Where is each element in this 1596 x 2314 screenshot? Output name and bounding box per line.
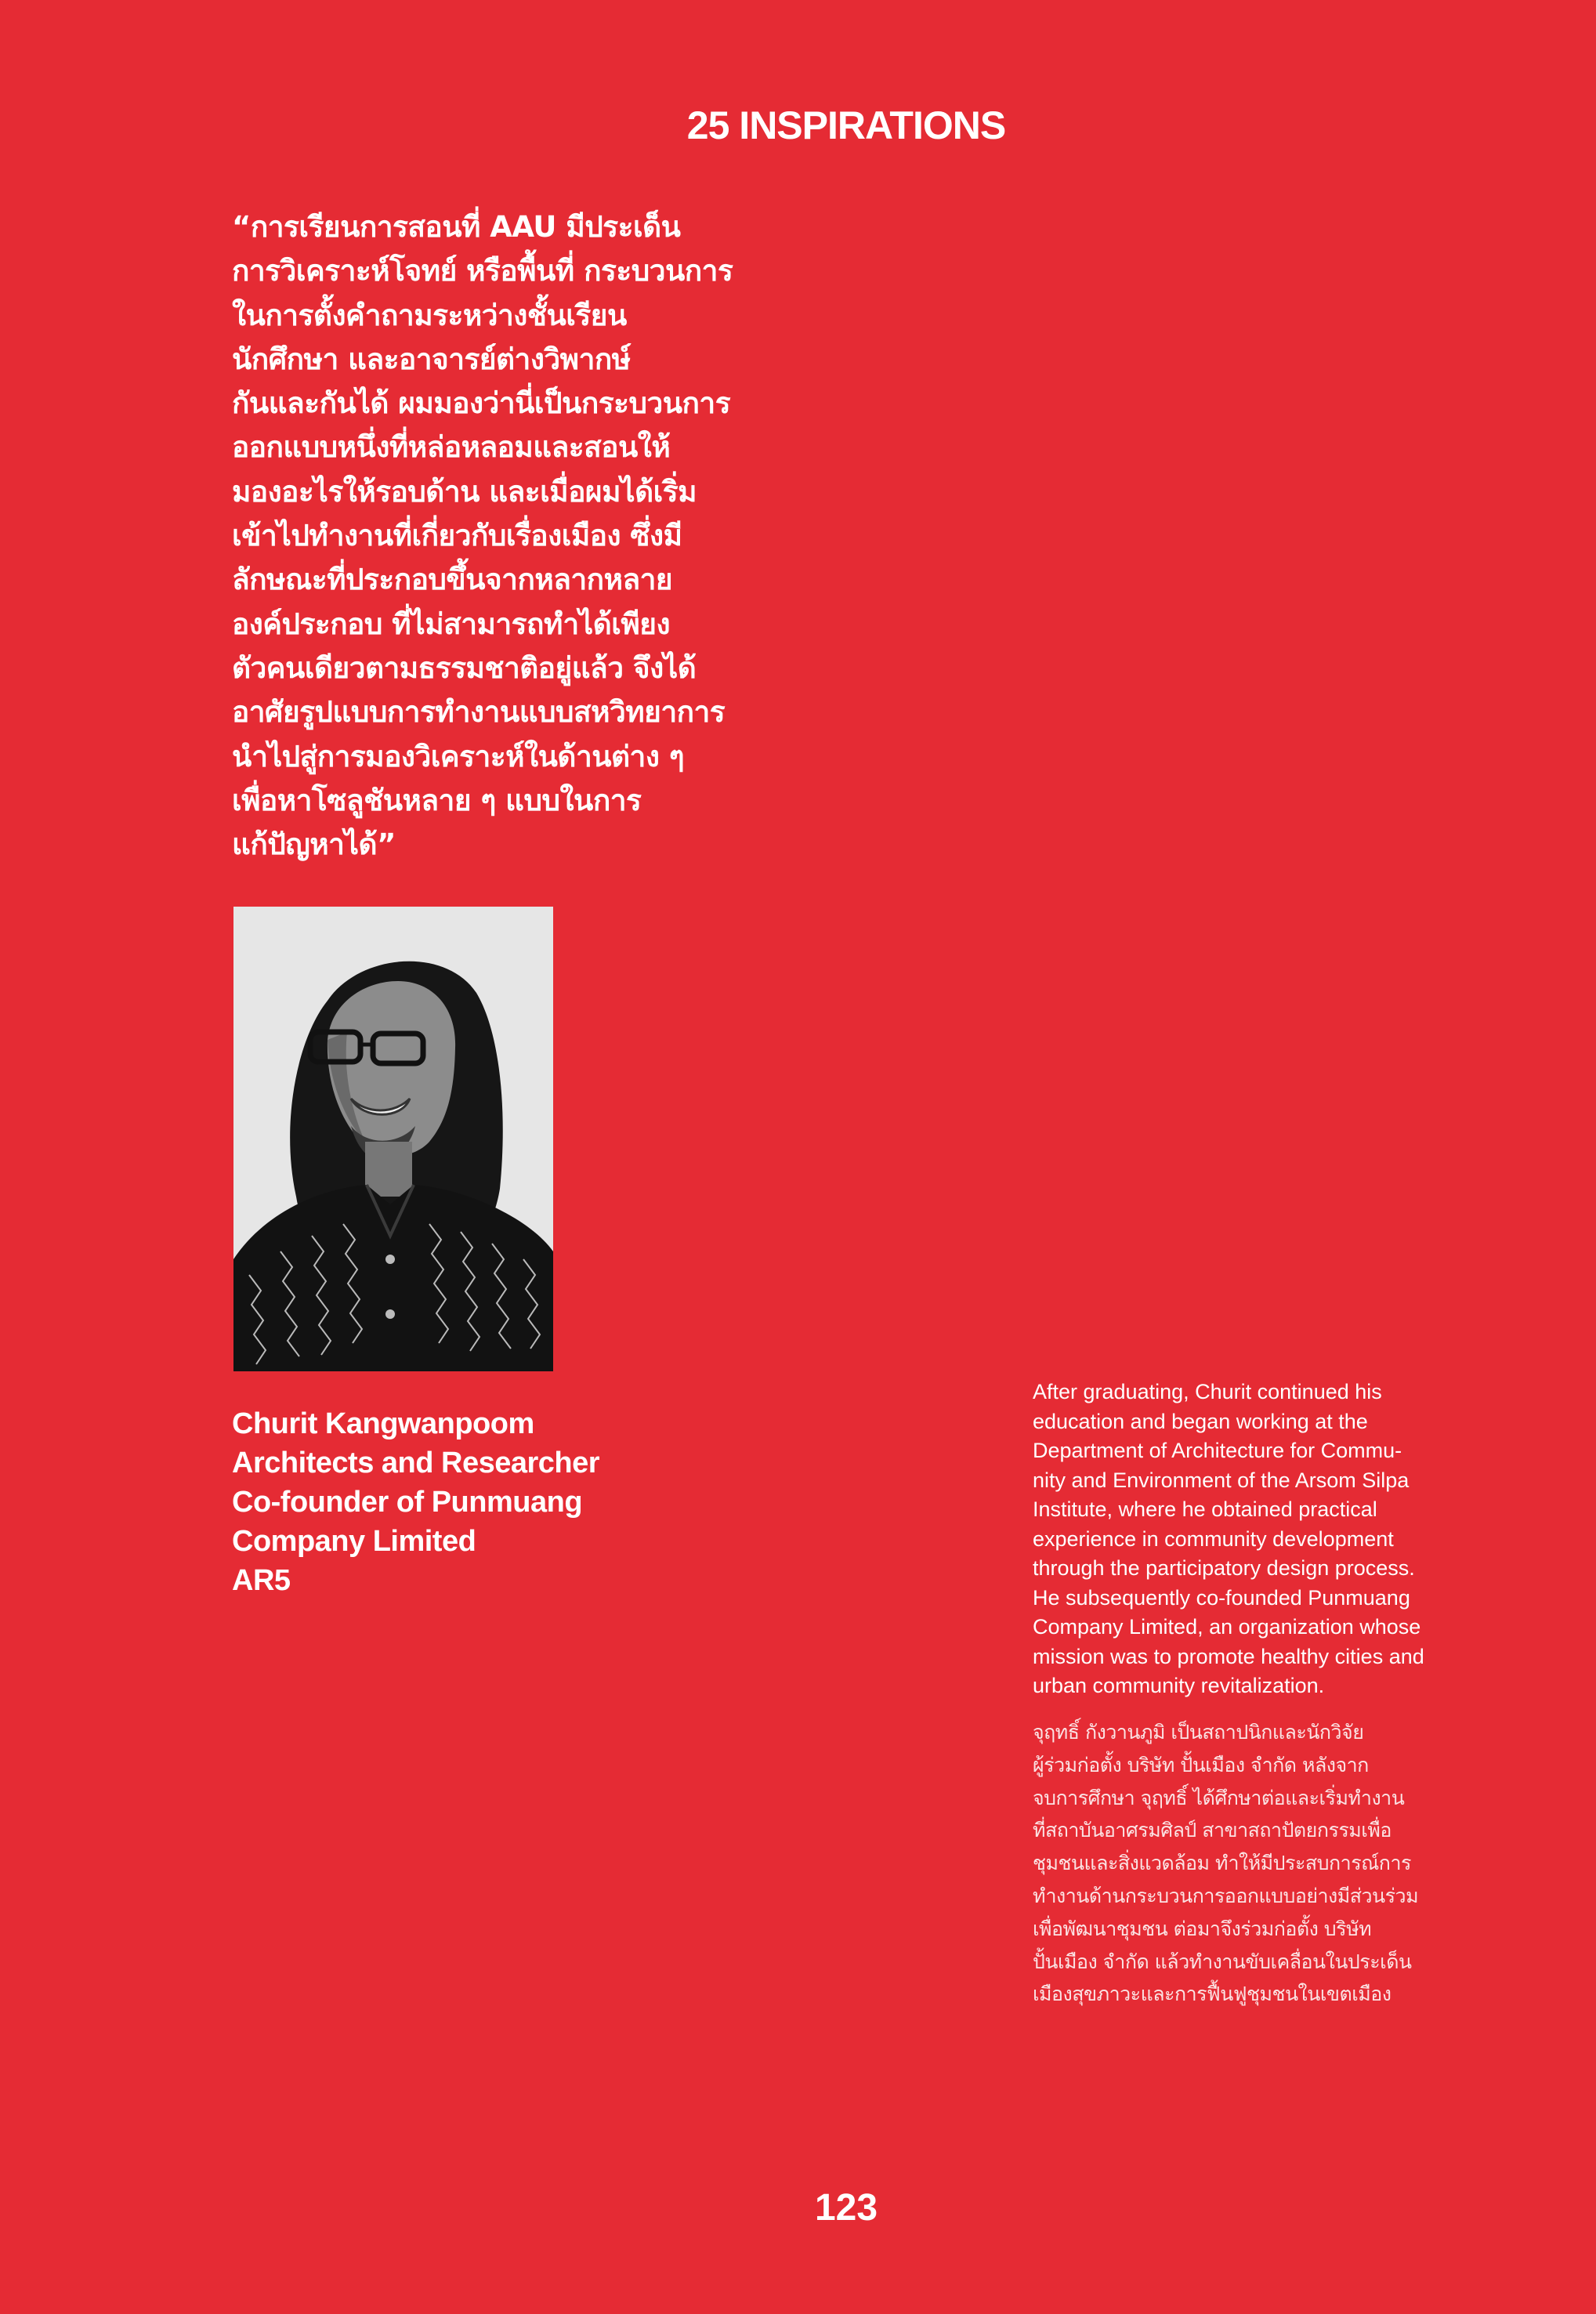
person-position: Co-founder of Punmuang <box>232 1486 583 1519</box>
person-company: Company Limited <box>232 1525 476 1558</box>
pull-quote: “การเรียนการสอนที่ AAU มีประเด็น การวิเคราะห์โจทย์ หรือพื้นที่ กระบวนการ ในการตั้งคำถามระหว่างชั้นเรียน นักศึกษา และอาจารย์ต่างวิพากษ์ กันและกันได้ ผมมองว่านี่เป็นกระบวนการ ออกแบบหนึ่งที่หล่อหลอมและสอนให้ มองอะไรให้รอบด้าน และเมื่อผมได้เริ่ม เข้าไปทำงานที่เกี่ยวกับเรื่องเมือง ซึ่งมี ลักษณะที่ประกอบขึ้นจากหลากหลาย องค์ประกอบ ที่ไม่สามารถทำได้เพียง ตัวคนเดียวตามธรรมชาติอยู่แล้ว จึงได้ อาศัยรูปแบบการทำงานแบบสหวิทยาการ นำไปสู่การมองวิเคราะห์ในด้านต่าง ๆ เพื่อหาโซลูชันหลาย ๆ แบบในการ แก้ปัญหาได้” <box>232 210 733 862</box>
biography-english: After graduating, Churit continued his education and began working at the Department of Architecture for Commu- nity and Environment of the Arsom Silpa Institute, where he obtained practical experience in community development through the participatory design process. He subsequently co-founded Punmuang Company Limited, an organization whose mission was to promote healthy cities and urban community revitalization. <box>1033 1380 1424 1697</box>
page-number: 123 <box>814 2187 878 2229</box>
person-role: Architects and Researcher <box>232 1447 600 1479</box>
biography-thai: จุฤทธิ์ กังวานภูมิ เป็นสถาปนิกและนักวิจัย ผู้ร่วมก่อตั้ง บริษัท ปั้นเมือง จำกัด หลังจาก จบการศึกษา จุฤทธิ์ ได้ศึกษาต่อและเริ่มทำงาน ที่สถาบันอาศรมศิลป์ สาขาสถาปัตยกรรมเพื่อ ชุมชนและสิ่งแวดล้อม ทำให้มีประสบการณ์การ ทำงานด้านกระบวนการออกแบบอย่างมีส่วนร่วม เพื่อพัฒนาชุมชน ต่อมาจึงร่วมก่อตั้ง บริษัท ปั้นเมือง จำกัด แล้วทำงานขับเคลื่อนในประเด็น เมืองสุขภาวะและการฟื้นฟูชุมชนในเขตเมือง <box>1033 1721 1419 2006</box>
person-credit <box>232 1404 780 1600</box>
person-name: Churit Kangwanpoom <box>232 1407 534 1440</box>
person-code: AR5 <box>232 1564 291 1597</box>
section-title: 25 INSPIRATIONS <box>686 103 1006 147</box>
portrait-photo <box>233 907 553 1371</box>
